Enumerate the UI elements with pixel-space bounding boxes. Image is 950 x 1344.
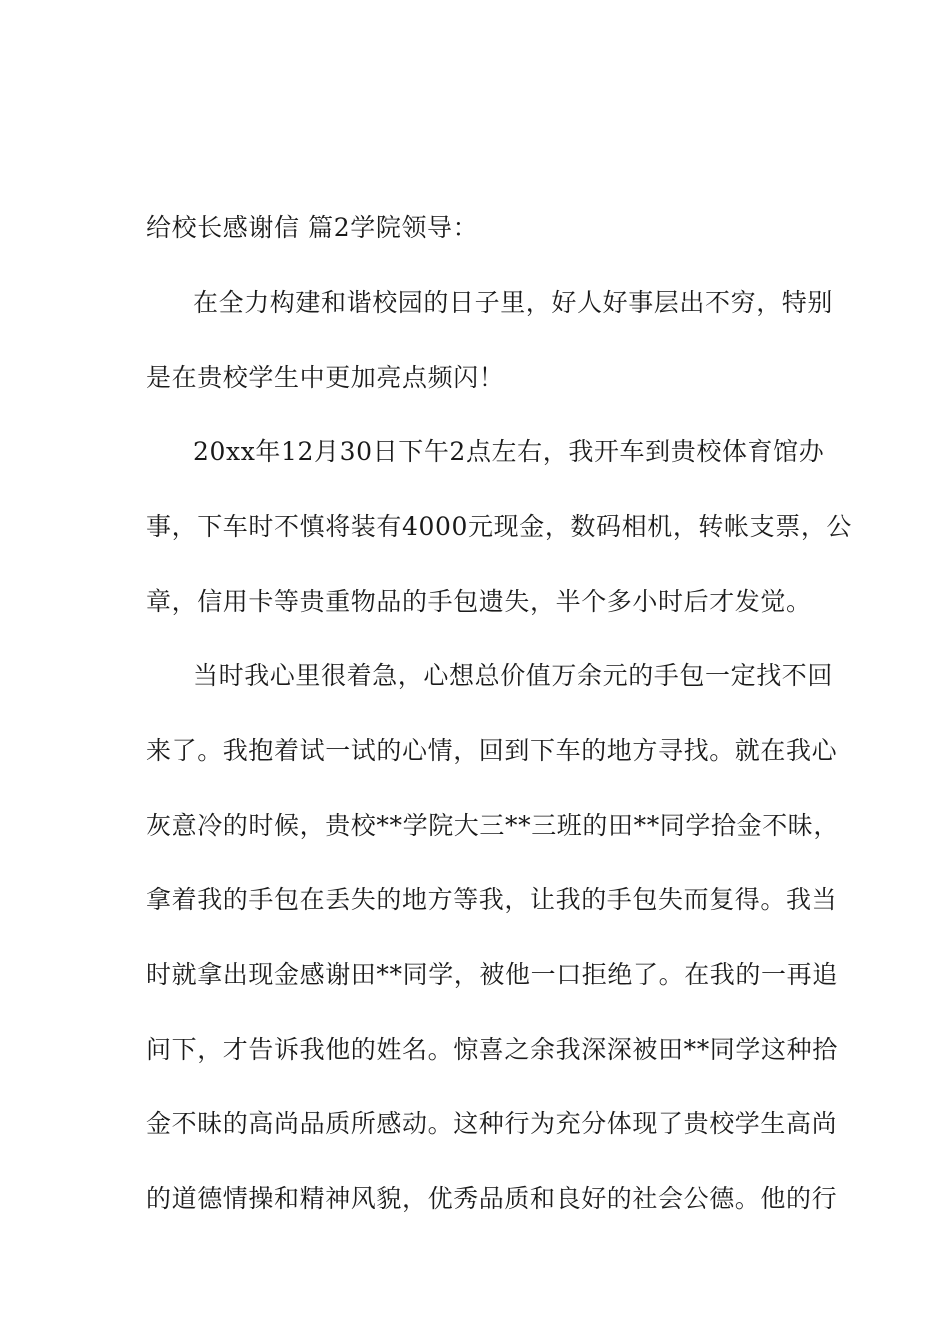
paragraph-2-line-2: 事，下车时不慎将装有4000元现金，数码相机，转帐支票，公 <box>146 512 853 541</box>
paragraph-1-line-1: 在全力构建和谐校园的日子里，好人好事层出不穷，特别 <box>193 288 834 317</box>
paragraph-3-line-3: 灰意冷的时候，贵校**学院大三**三班的田**同学拾金不昧， <box>146 811 840 840</box>
paragraph-2-line-3: 章，信用卡等贵重物品的手包遗失，半个多小时后才发觉。 <box>146 587 812 616</box>
paragraph-3-line-7: 金不昧的高尚品质所感动。这种行为充分体现了贵校学生高尚 <box>146 1109 838 1138</box>
paragraph-3-line-6: 问下，才告诉我他的姓名。惊喜之余我深深被田**同学这种拾 <box>146 1035 838 1064</box>
paragraph-3-line-8: 的道德情操和精神风貌，优秀品质和良好的社会公德。他的行 <box>146 1184 838 1213</box>
letter-heading: 给校长感谢信 篇2学院领导： <box>146 213 479 242</box>
paragraph-3-line-5: 时就拿出现金感谢田**同学，被他一口拒绝了。在我的一再追 <box>146 960 838 989</box>
paragraph-2-line-1: 20xx年12月30日下午2点左右，我开车到贵校体育馆办 <box>193 437 825 466</box>
paragraph-3-line-2: 来了。我抱着试一试的心情，回到下车的地方寻找。就在我心 <box>146 736 838 765</box>
paragraph-3-line-4: 拿着我的手包在丢失的地方等我，让我的手包失而复得。我当 <box>146 885 838 914</box>
paragraph-3-line-1: 当时我心里很着急，心想总价值万余元的手包一定找不回 <box>193 661 834 690</box>
paragraph-1-line-2: 是在贵校学生中更加亮点频闪！ <box>146 363 505 392</box>
